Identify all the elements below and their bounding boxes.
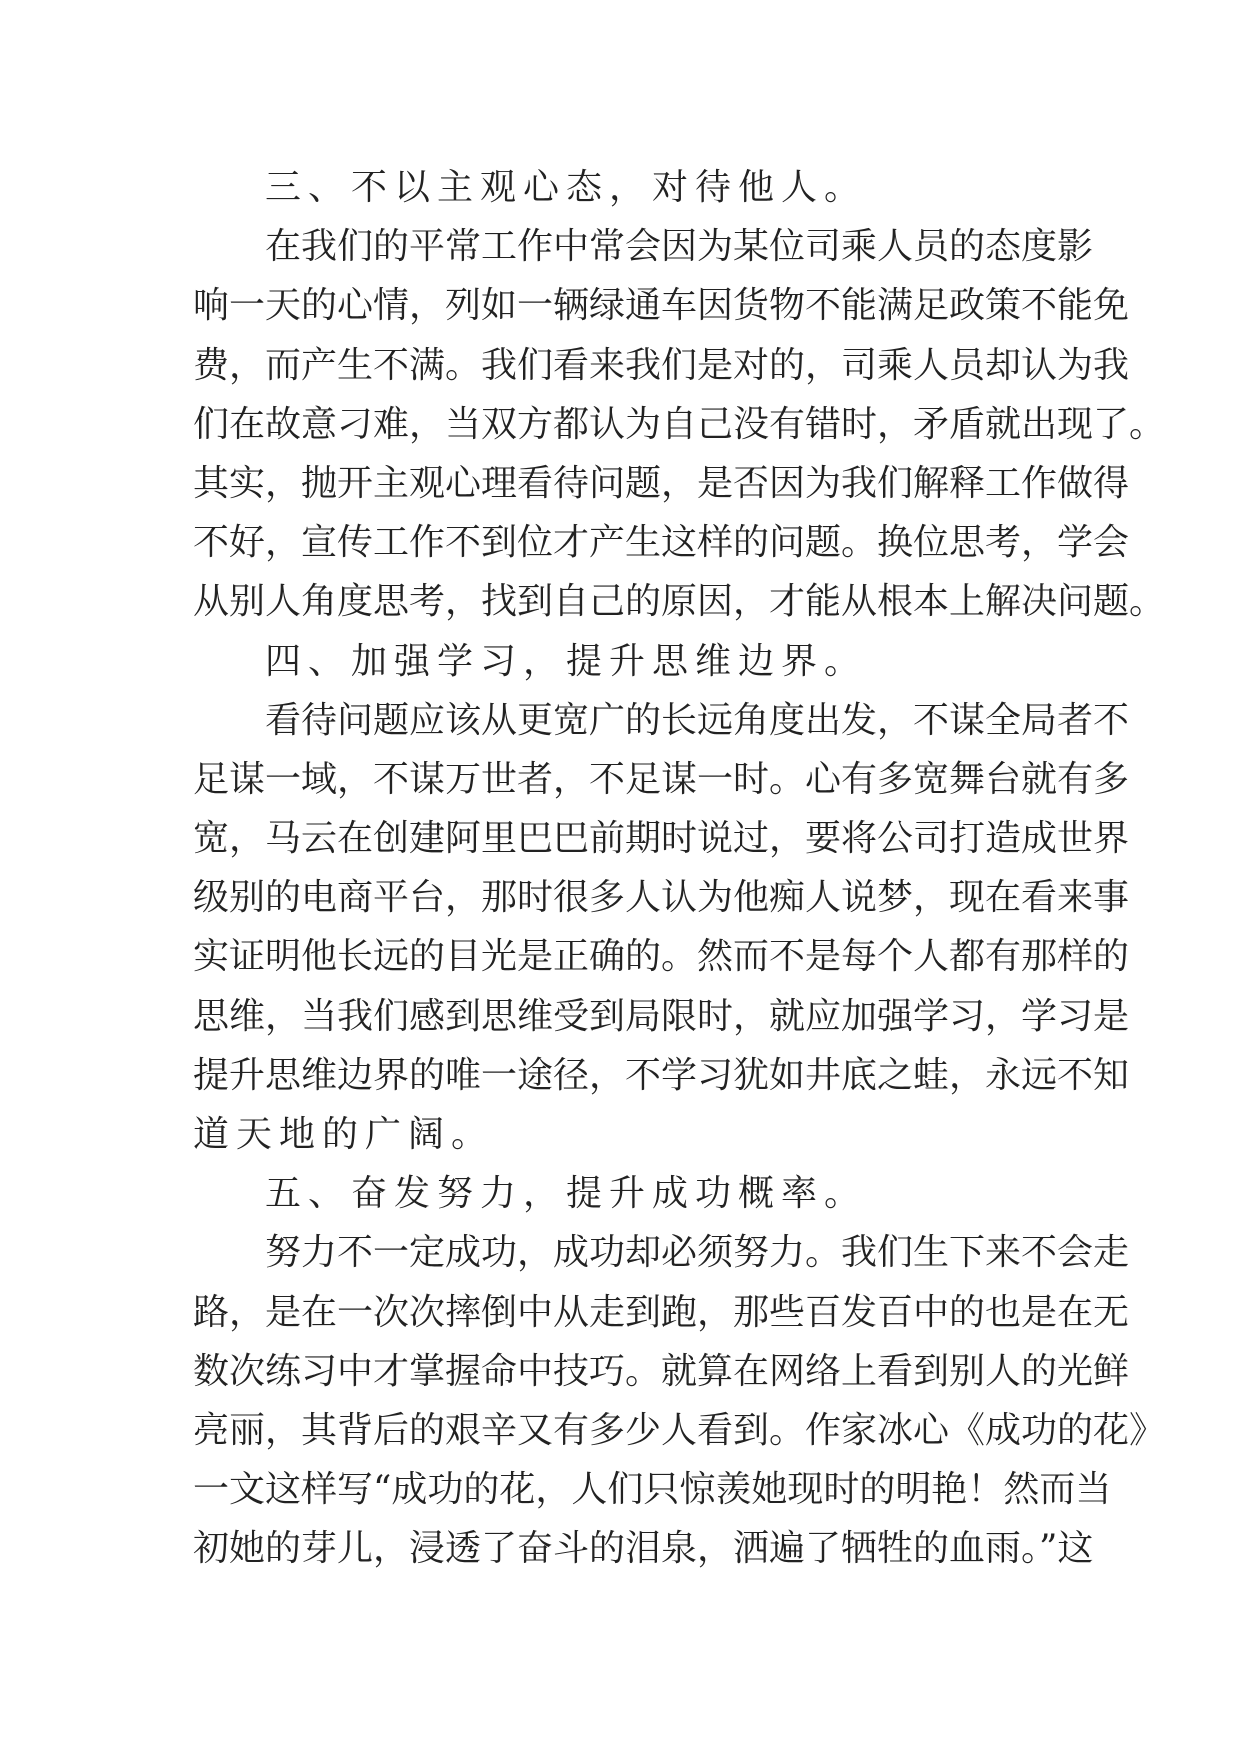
- paragraph-line: 从别人角度思考，找到自己的原因，才能从根本上解决问题。: [193, 581, 1166, 623]
- paragraph-line: 数次练习中才掌握命中技巧。就算在网络上看到别人的光鲜: [193, 1350, 1130, 1392]
- paragraph-line: 一文这样写“成功的花，人们只惊羡她现时的明艳！然而当: [193, 1469, 1112, 1511]
- paragraph-line: 级别的电商平台，那时很多人认为他痴人说梦，现在看来事: [193, 877, 1130, 919]
- paragraph-line: 们在故意刁难，当双方都认为自己没有错时，矛盾就出现了。: [193, 403, 1166, 445]
- paragraph-line: 宽，马云在创建阿里巴巴前期时说过，要将公司打造成世界: [193, 818, 1130, 860]
- paragraph-line: 响一天的心情，列如一辆绿通车因货物不能满足政策不能免: [193, 285, 1130, 327]
- paragraph-line: 足谋一域，不谋万世者，不足谋一时。心有多宽舞台就有多: [193, 758, 1130, 800]
- paragraph-line: 亮丽，其背后的艰辛又有多少人看到。作家冰心《成功的花》: [193, 1409, 1166, 1451]
- paragraph-line: 提升思维边界的唯一途径，不学习犹如井底之蛙，永远不知: [193, 1054, 1130, 1096]
- paragraph-line: 实证明他长远的目光是正确的。然而不是每个人都有那样的: [193, 936, 1130, 978]
- section-heading-3: 三、不以主观心态，对待他人。: [265, 167, 868, 208]
- paragraph-line: 道天地的广阔。: [193, 1114, 495, 1155]
- paragraph-line: 初她的芽儿，浸透了奋斗的泪泉，洒遍了牺牲的血雨。”这: [193, 1528, 1094, 1570]
- section-heading-5: 五、奋发努力，提升成功概率。: [265, 1173, 868, 1215]
- document-body: [193, 158, 1166, 1579]
- paragraph-line: 不好，宣传工作不到位才产生这样的问题。换位思考，学会: [193, 522, 1130, 564]
- paragraph-line: 看待问题应该从更宽广的长远角度出发，不谋全局者不: [265, 699, 1130, 741]
- paragraph-line: 其实，抛开主观心理看待问题，是否因为我们解释工作做得: [193, 462, 1130, 504]
- paragraph-line: 在我们的平常工作中常会因为某位司乘人员的态度影: [265, 226, 1094, 268]
- paragraph-line: 努力不一定成功，成功却必须努力。我们生下来不会走: [265, 1232, 1130, 1274]
- paragraph-line: 路，是在一次次摔倒中从走到跑，那些百发百中的也是在无: [193, 1291, 1130, 1333]
- paragraph-line: 思维，当我们感到思维受到局限时，就应加强学习，学习是: [193, 995, 1130, 1037]
- paragraph-line: 费，而产生不满。我们看来我们是对的，司乘人员却认为我: [193, 344, 1130, 386]
- section-heading-4: 四、加强学习，提升思维边界。: [265, 640, 868, 682]
